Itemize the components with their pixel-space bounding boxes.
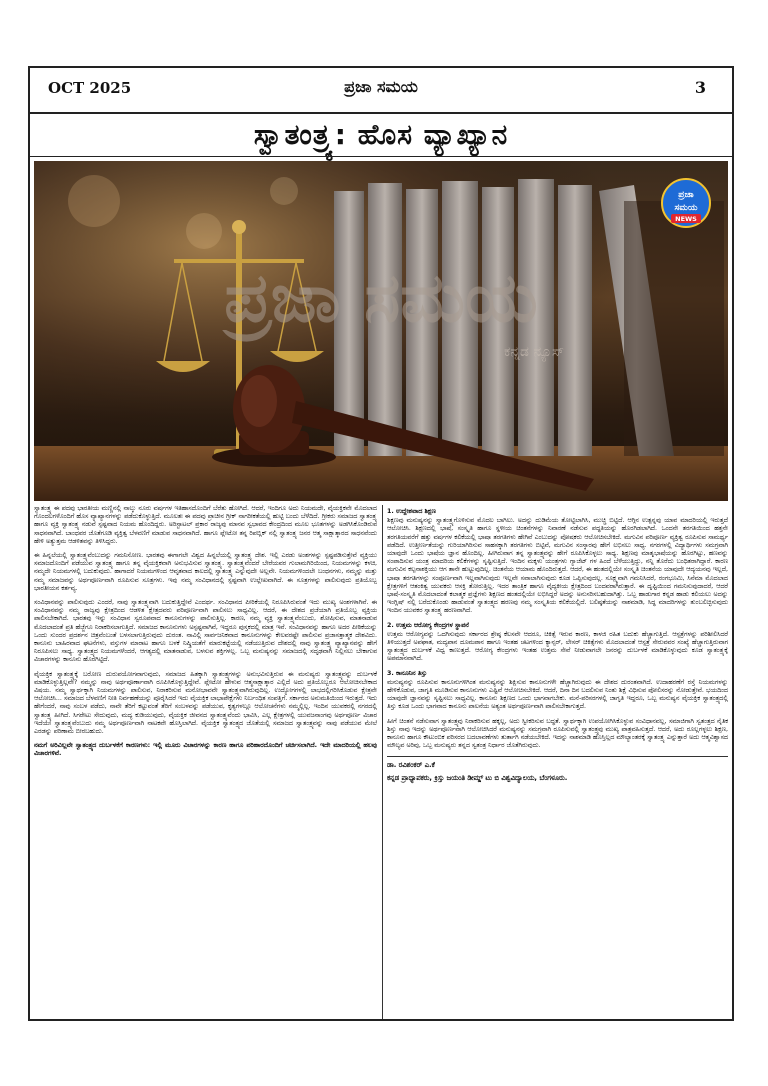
article-body [34, 505, 728, 1019]
section-heading: 3. ಕಾನೂನಿನ ತಿಸ್ತು [387, 669, 427, 677]
logo-tag: NEWS [675, 215, 697, 223]
article-headline: ಸ್ವಾತಂತ್ರ್ಯ: ಹೊಸ ವ್ಯಾಖ್ಯಾನ [253, 118, 509, 151]
conclusion-paragraph: ಹೀಗೆ ಚಿಂತನೆ ನಡೆಸುವಾಗ ಸ್ವಾತಂತ್ರ್ಯವು ನಿರಾಕರಿಸುವ ಹಕ್ಕಲ್ಲ, ಅದು ಸ್ವೀಕರಿಸುವ ಬದ್ಧತೆ. ಸ್ವಾರ್ಥಕ್ಕಾಗಿ ಉಪಯೋಗಿಸಿಕೊಳ್ಳುವ ಸಂವಿಧಾನವಲ್ಲ, ಸಮಾಜಿಗಾಗಿ ಸ್ವತಂತ್ರದ ನೈತಿಕ ಶಿಸ್ತು ನಾವು ಇದನ್ನು ಅರ್ಥಪೂರ್ಣವಾಗಿ ಆಲೋಚಿಸಿದರೆ ಮನುಷ್ಯನನ್ನು ಸಮಗ್ರವಾಗಿ ರೂಪಿಸುವಲ್ಲಿ ಸ್ವಾತಂತ್ರ್ಯವು ಮುಖ್ಯ ಪಾತ್ರವಹಿಸುತ್ತದೆ. ಆದರೆ, ಅದು ರೂಲ್ಲಗಳ್ಳಲು ಶಿಕ್ಷಣ, ಕಾನೂನು ಹಾಗೂ ಕೌಟುಂಬಿಕ ಪರಿಸರದ ಬದಲಾವಣೆಗಳು ತುರ್ತಾಗಿ ನಡೆಯಬೇಕಿದೆ. ಇದನ್ನು ನಾಶಮಾಡಿ ಹೊಸ್ತಿಲ್ಲದ ಮೌಲ್ಯಾಂತರಕ್ಕೆ ಸ್ವಾತಂತ್ರ್ಯ ಎನ್ನುತ್ತಾರೆ ಅದು ಆತ್ಮವಿಶ್ವಾಸದ ಮೌಲ್ಯವ ಅರಿವು, ಒಬ್ಬ ಮನುಷ್ಯರು ತನ್ನದ ಸ್ವತಂತ್ರ ನಿರ್ಧಾರ ಜೊತೆಗಿರುವುದು. [387, 717, 728, 750]
masthead [30, 68, 732, 112]
paragraph: ವೈಯಕ್ತಿಕ ಸ್ವಾತಂತ್ರ್ಯಕ್ಕೆ ಬರೋಣ ದುರುಪಯೋಗವಾಗುವುದು, ಸಮಾಜದ ಹಿತಕ್ಕಾಗಿ ಸ್ವಾತಂತ್ರ್ಯಗಳನ್ನು ಅನುಭವಿಸುತ್ತಿರುವ ಈ ಮನುಷ್ಯರು ಸ್ವಾತಂತ್ರ್ಯವನ್ನು ದುರ್ಬಳಕೆ ಮಾಡಿಕೊಳ್ಳುತ್ತಿಲ್ಲವೇ? ನಮ್ಮನ್ನು ನಾವು ಅರ್ಥಪೂರ್ಣಾವಾಗಿ ರೂಪಿಸಿಕೊಳ್ಳುತ್ತಿದ್ದೇವೆ. ಪ್ಲೇಟೋ ಹೇಳುವ ಆತ್ಮಸಾಕ್ಷಾತ್ಕಾರ ಎಲ್ಲಿದೆ ಅದು ಪ್ರತಿಯೊಬ್ಬರೂ ಆಲೋಚಿಸಬೇಕಾದ ವಿಷಯ. ನಮ್ಮ ಸ್ವಾರ್ಥಕ್ಕಾಗಿ ನಿಯಮಗಳನ್ನು ಪಾಲಿಸುವ, ನಿರಾಕರಿಸುವ ಮನೋಭಾವವೇ ಸ್ವಾತಂತ್ರ್ಯವಾಗಿರುವುದಿಲ್ಲ. ಉದ್ಯೋಗಗಳಲ್ಲಿ ಲಾಭದಲ್ಲಿಗರಿಸಿಕೊಡುವ ಕ್ಷೇತ್ರವೇ ಆಲೋಚಿಸಿ... ಸಮಾಜದ ಬೆಳವಣಿಗೆ ನೀತಿ ನಿರ್ವಹಣೆಯನ್ನು ಪೂರೈಸಿದರೆ ಇದು ವೈಯಕ್ತಿಕ ಲಾಭಾಪೇಕ್ಷೆಗಳು ನಿರ್ಬಂಧಿತ ಸಂಪತ್ತಿಗೆ. ಸರ್ಕಾರದ ಅನುಮತಿಯಿಂದ ಇರುತ್ತದೆ. ಇದು ಹೇಗೆಂದರೆ, ನಾವು ಸಂಬಳ ಪಡೆದು, ನಾವೇ ತೆರಿಗೆ ಕಟ್ಟುವಂತೆ ತೆರಿಗೆ ಸಂಬಳವನ್ನು ಪಡೆಯುವ, ಕೃತ್ಯಗಳಲ್ಲೂ ಆಲೋಚನೆಗಳು ನಮ್ಮಲ್ಲಿಲ್ಲ. ಇಂದಿನ ಯುವಕರಲ್ಲಿ ನಗರದಲ್ಲಿ ಸ್ವಾತಂತ್ರ್ಯ ಹೀಗಿದೆ. ಸಿಗರೇಟು ಸೇದುವುದು, ಮದ್ಯ ಕುಡಿಯುವುದು, ವೈಯಕ್ತಿಕ ಜೀವನದ ಸ್ವಾತಂತ್ರ್ಯವೆಂದು ಭಾವಿಸಿ, ಎಲ್ಲ ಕ್ಷೇತ್ರಗಳಲ್ಲಿ ಯುವಜನಾಂಗವು ಅರ್ಥಪೂರ್ಣ ವಿಚಾರ ಇದೆಯೇ ಸ್ವಾತಂತ್ರ್ಯವೆಂಬುದು ನಮ್ಮ ಅರ್ಥಪೂರ್ಣವಾಗಿ ನಾಟಕವೇ ಹೊಸ್ತಿಲಾಗಿದೆ. ವೈಯಕ್ತಿಕ ಸ್ವಾತಂತ್ರ್ಯದ ಜೊತೆಯಲ್ಲಿ ಸಮಾಜದ ಸ್ವಾತಂತ್ರ್ಯವನ್ನು ನಾವು ಪಡೆಯುವ ಮೇಲೆ ಎರಡನ್ನು ಪರಿಣಾಮ ಬೀರಬಹುದು. [34, 670, 377, 736]
left-column [34, 505, 377, 1019]
author-name: ಡಾ. ರವಿಶಂಕರ್ ಎ.ಕೆ [387, 761, 435, 770]
section-heading: 2. ಉತ್ತಮ ಆರೋಗ್ಯ ಕೇಂದ್ರಗಳ ಸ್ಥಾಪನೆ [387, 621, 469, 629]
byline-rule [387, 756, 728, 757]
paper-name: ಪ್ರಜಾ ಸಮಯ [344, 77, 418, 96]
paragraph: ಉತ್ತಮ ಆರೋಗ್ಯವನ್ನು ಒದಗಿಸುವುದು ಸರ್ಕಾರದ ಶ್ರೇಷ್ಠ ಕೆಲಸವೇ ಆದರೂ, ಚಿಕಿತ್ಸೆ ಇರುವ ಕಾರಣ, ಕಾಳಜಿ ರಹಿತ ಬದುಕು ಹೆಚ್ಚಾಗುತ್ತಿದೆ. ಆಸ್ಪತ್ರೆಗಳನ್ನು ಪರಿಶೀಲಿಸಿದರೆ ತಿಳಿಯುತ್ತದೆ ಅಪಘಾತ, ಮದ್ಯಪಾನ ದೂಮಪಾನ ಹಾಗೂ ಇಂತಹ ಚಟಗಳಿಂದ ಕ್ಯಾನ್ಸರ್, ಲೇಸರ್ ಚಿಕಿತ್ಸೆಗಳು ಮೊದಲಾದಂತೆ ಆಸ್ಪತ್ರೆ ಸೇರುವವರ ಸಂಖ್ಯೆ ಹೆಚ್ಚಾಗುತ್ತಿರುವಾಗ ಸ್ವಾತಂತ್ರ್ಯದ ದುರ್ಬಳಕೆ ವಿಧ್ವ ಕಾಣುತ್ತದೆ. ಆರೋಗ್ಯ ಕೇಂದ್ರಗಳು ಇಂತಹ ಉತ್ತಮ ಸೇವೆ ನೀಡುವಾಗಲೇ ಜನರನ್ನು ದುರ್ಬಳಕೆ ಮಾಡಿಕೊಳ್ಳುವುದು ಕೂಡ ಸ್ವಾತಂತ್ರ್ಯಕ್ಕೆ ಅಪಮಾನವಾಗಿದೆ. [387, 630, 728, 663]
headline-rule [30, 156, 732, 157]
section-heading: 1. ಉದ್ದೇಶವಾದ ಶಿಕ್ಷಣ [387, 508, 436, 515]
paragraph: ಸಂವಿಧಾನವನ್ನು ಪಾಲಿಸುವುದು ಎಂದರೆ, ನಾವು ಸ್ವಾತಂತ್ರ್ಯವಾಗಿ ಬದುಕುತ್ತಿದ್ದೇವೆ ಎಂದರ್ಥ. ಸಂವಿಧಾನದ ಪೀಠಿಕೆಯಲ್ಲಿ ನಿರೂಪಿಸಿರುವಂತೆ ಇದು ಮುಖ್ಯ ಅಂಶಗಳಾಗಿವೆ. ಈ ಸಂವಿಧಾನವನ್ನು ನಮ್ಮ ರಾಜ್ಯವು ಕ್ಷೇತ್ರದಿಂದ ಆಡಳಿತ ಕ್ಷೇತ್ರದವರು ಪರಿಪೂರ್ಣವಾಗಿ ಪಾಲಿಸಲು ಸಾಧ್ಯವಿಲ್ಲ. ಆದರೆ, ಈ ದೇಶದ ಪ್ರಜೆಯಾಗಿ ಪ್ರತಿಯೊಬ್ಬ ವ್ಯಕ್ತಿಯ ಪಾಲಿಸಬೇಕಾಗಿದೆ. ಭಾರತವು ಇನ್ನು ಸಂವಿಧಾನ ಸ್ವರೂಪವಾದ ಕಾನೂನುಗಳನ್ನು ಪಾಲಿಸುತ್ತಿಲ್ಲ. ಕಾರಣ, ನಮ್ಮ ವ್ಯಕ್ತಿ ಸ್ವಾತಂತ್ರ್ಯವೆಂಬುದು, ಶೋಷಿಸುವ, ಮಾತನಾಡುವ ಮೊದಲಾದಂತೆ ಪ್ರತಿ ಹೆಜ್ಜೆಗೂ ನಿರಾಕರಿಸಲಾಗುತ್ತಿದೆ. ಸಮಾಜದ ಕಾನೂನುಗಳು ಅಸ್ಪಷ್ಟವಾಗಿವೆ, ಇದ್ದರೂ ಪುಸ್ತಕದಲ್ಲಿ ಮಾತ್ರ ಇವೆ. ಸಂವಿಧಾನವನ್ನು ಹಾಗೂ ಅದರ ಪೀಠಿಕೆಯನ್ನು ಒಂದು ಸುಂದರ ಪ್ರದರ್ಶನ ಚಿತ್ರವೆಂಬಂತೆ ಬಳಸಲಾಗುತ್ತಿರುವುದು ದುರಂತ. ನಾವಿಲ್ಲಿ ಸಾರ್ವಜನಿಕವಾದ ಕಾನೂನುಗಳನ್ನು ಕೇಲವರಷ್ಟೇ ಪಾಲಿಸುವ ಪ್ರಜಾಸತ್ತಾತ್ಮಕ ದೇಶವಿದು. ಕಾನೂನು ಬಾಹಿರವಾದ ಘಟನೆಗಳು, ವಸ್ತುಗಳ ಮಾರಾಟ ಹಾಗೂ ಬಳಕೆ ನಿಷ್ಕ್ರಿಯತೆಗೆ ಮಾರುಕಟ್ಟೆಯಲ್ಲಿ ನಡೆಯುತ್ತಿರುವ ದೇಶದಲ್ಲಿ ನಾವು ಸ್ವಾತಂತ್ರ್ಯ ವ್ಯಾಖ್ಯಾನವನ್ನು ಹೇಗೆ ನಿರೂಪಿಸಲು ಸಾಧ್ಯ. ಸ್ವಾತಂತ್ರ್ಯದ ನಿಯಮಗಳೆಂದರೆ, ಆಗತ್ಯದಲ್ಲಿ ಮಾತನಾಡುವ, ಬಳಸುವ ಶಕ್ತಿಗಳಲ್ಲ. ಒಬ್ಬ ಮನುಷ್ಯನನ್ನು ಸಮಾಜದಲ್ಲಿ ಸದೃಢವಾಗಿ ನಿಲ್ಲಿಸಲು ಬೇಕಾಗುವ ವಿಚಾರಗಳನ್ನು ಕಾನೂನು ಹೊರಗಿಟ್ಟಿದೆ. [34, 599, 377, 664]
issue-date: OCT 2025 [48, 79, 132, 97]
article-photo [34, 161, 728, 501]
logo-bottom-text: ಸಮಯ [674, 203, 698, 213]
photo-watermark-sub: ಕನ್ನಡ ನ್ಯೂಸ್ [504, 344, 564, 360]
paragraph: ಈ ಹಿನ್ನಲೆಯಲ್ಲಿ ಸ್ವಾತಂತ್ರ್ಯವೆಂಬುದನ್ನು ಗಮನಿಸೋಣ. ಭಾರತವು ಈಗಾಗಲೇ ವಿಶ್ವದ ಹಿನ್ನಲೆಯಲ್ಲಿ ಸ್ವಾತಂತ್ರ್ಯ ದೇಶ. ಇಲ್ಲಿ ಎರಡು ಅಂಶಗಳನ್ನು ಸ್ಪಷ್ಟಪಡಿಸುತ್ತೇವೆ ವ್ಯಕ್ತಿಯು ಸಮಾಜದೊಂದಿಗೆ ಪಡೆಯುವ ಸ್ವಾತಂತ್ರ್ಯ ಹಾಗೂ ತನ್ನ ವೈಯಕ್ತಿಕವಾಗಿ ಅನುಭವಿಸುವ ಸ್ವಾತಂತ್ರ್ಯ. ಸ್ವಾತಂತ್ರ್ಯವೆಂದರೆ ಬೇರೆಯವರ ಗುಲಾಮಗಿರಿಯಿಂದ, ನಿಯಮಗಳನ್ನು ಕಳಚಿ, ನಮ್ಮದೇ ನಿಯಮಗಳಲ್ಲಿ ಬದುಕುವುದು. ಹಾಗಾದರೆ ನಿಯಮಗಳಿಂದ ಆವೃತವಾದ ಕಾಲದಲ್ಲಿ ಸ್ವಾತಂತ್ರ್ಯ ಎನ್ನುವುದೇ ಅಲ್ಲವೇ. ನಿಯಮಗಳಿಂದಲೇ ಬಂಧನಗಳು, ನಮ್ಮನ್ನು ಮತ್ತು ನಮ್ಮ ಸಮಾಜವನ್ನು ಅರ್ಥಪೂರ್ಣವಾಗಿ ರೂಪಿಸುವ ಸೂತ್ರಗಳು. ಇವು ನಮ್ಮ ಸಂವಿಧಾನದಲ್ಲಿ ಸ್ಪಷ್ಟವಾಗಿ ಉಲ್ಲೇಖವಾಗಿದೆ. ಈ ಸೂತ್ರಗಳನ್ನು ಪಾಲಿಸುವುದು ಪ್ರತಿಯೊಬ್ಬ ಭಾರತೀಯನ ಕರ್ತವ್ಯ. [34, 552, 377, 592]
closing-note: ನಮಗೆ ಅರಿವಿಲ್ಲವೇ ಸ್ವಾತಂತ್ರ್ಯದ ದುರ್ಬಳಕೆಗೆ ಕಾರಣಗಳು: ಇಲ್ಲಿ ಮೂರು ವಿಚಾರಗಳನ್ನು ಕಾರಣ ಹಾಗೂ ಪರಿಹಾರದೊಂದಿಗೆ ಚರ್ಚಿಸಲಾಗಿದೆ. ಇದೇ ಮಾದರಿಯಲ್ಲಿ ಹಲವು ವಿಚಾರಗಳಿವೆ. [34, 742, 377, 758]
justice-illustration [34, 161, 728, 501]
news-logo [662, 179, 710, 227]
paragraph: ಸ್ವಾತಂತ್ರ್ಯ ಈ ಪದವು ಭಾರತೀಯ ಮಣ್ಣಿನಲ್ಲಿ ನಾಲ್ಕು ನೂರು ವರ್ಷಗಳ ಇತಿಹಾಸದೊಂದಿಗೆ ಬೆರೆತು ಹೋಗಿದೆ. ಆದರೆ, ಇಂದಿಗೂ ಅದು ನಿಯಮದೇ, ವೈಯಕ್ತಿಕವೇ ಮೊದಲಾದ ಗೊಂದಲಗಳೊಂದಿಗೆ ಹೊಸ ವ್ಯಾಖ್ಯಾನಗಳನ್ನು ಪಡೆದುಕೊಳ್ಳುತ್ತಿದೆ. ಮೂಲತಃ ಈ ಪದವು ಪ್ರಾಚೀನ ಗ್ರೀಕ್ ನಾಗರೀಕತೆಯಲ್ಲಿ ಹುಟ್ಟಿ ಬಂದು ಬೆಳೆದಿದೆ. ಗ್ರೀಕರು ಸಮಾಜದ ಸ್ವಾತಂತ್ರ್ಯ ಹಾಗೂ ವ್ಯಕ್ತಿ ಸ್ವಾತಂತ್ರ್ಯ ನಡುವೆ ಸ್ಪಷ್ಟವಾದ ನಿಯಮ ಹೊಂದಿದ್ದರು. ಅರಿಸ್ಟಾಟಲ್ ಪ್ರಕಾರ ರಾಜ್ಯವು ಮಾನವ ಸ್ವಭಾವದ ಕೇಂದ್ರದಿಂದ ಮೂಲ ಭೂತಗಳನ್ನು ಅಡಗಿಸಿಕೊಂಡಿರುವ ಸಾಧನವಾಗಿದೆ. ಬಾಂಧವರ ಜೊತೆಗೂಡಿ ವ್ಯಕ್ತಿತ್ವ ಬೆಳವಣಿಗೆ ಮಾಡುವ ಸಾಧನವಾಗಿದೆ. ಹಾಗೂ ಪ್ಲೇಟೋ ತನ್ನ ರಿಪಬ್ಲಿಕ್ ನಲ್ಲಿ ಸ್ವಾತಂತ್ರ್ಯ ಜನರ ಆತ್ಮ ಸಾಕ್ಷಾತ್ಕಾರದ ಸಾಧನವೆಂದು ಹೇಳಿ ಅತ್ಯುತ್ತಮ ಆಡಳಿತವನ್ನು ತಿಳಿಸಿದ್ದರು. [34, 505, 377, 545]
logo-top-text: ಪ್ರಜಾ [678, 190, 694, 200]
page-number: 3 [694, 78, 706, 97]
paragraph: ಶಿಕ್ಷಣವು ಮನುಷ್ಯನನ್ನು ಸ್ವಾತಂತ್ರ್ಯಗೊಳಿಸುವ ಮೊದಲ ಬಾಗಿಲು. ಅದನ್ನು ದುಡಿಮೆಯ ತೋಟ್ಟಿಲಾಗಿಸಿ, ಮುಚ್ಚಿ ಬಿಟ್ಟಿದೆ. ಆಗ್ಗಿನ ಉತ್ಪನ್ನವು ಯಾವ ಮಾದರಿಯಲ್ಲಿ ಇರುತ್ತದೆ ಆಲೋಚಿಸಿ. ಶಿಕ್ಷಣದಲ್ಲಿ ಭಾಷೆ, ಸಂಸ್ಕೃತಿ ಹಾಗೂ ಸ್ಥಳೀಯ ಚಿಂತನೆಗಳನ್ನು ನಿವಾರಣೆ ನಡೆಸುವ ಪದ್ಧತಿಯನ್ನು ಹೊರಗಿಡಲಾಗಿದೆ. ಒಂದನೇ ತರಗತಿಯಿಂದ ಹತ್ತನೇ ತರಗತಿಯವರೆಗೆ ಹತ್ತು ವರ್ಷಗಳ ಕಲಿಕೆಯಲ್ಲಿ ಭಾಷಾ ತರಗತಿಗಳು ಹೇಗಿವೆ ಎಂಬುದನ್ನು ಪೋಷಕರು ಆಲೋಚಿಸಬೇಕಿದೆ. ಮಗುವಿನ ಪರಿಪೂರ್ಣ ವ್ಯಕ್ತಿತ್ವ ರೂಪಿಸುವ ಸಾಮರ್ಥ್ಯ ಪಡೆದಿದೆ. ಉತ್ತೀರ್ಣತೆಯನ್ನು ಗುರಿಯಾಗಿರಿಸುವ ಸಾಹಸಕ್ಕಾಗಿ ತರಗತಿಗಳು ಬಿಟ್ಟಿವೆ, ಮಗುವಿನ ಸಂಸ್ಕಾರವು ಹೇಗೆ ಲಭಿಸಲು ಸಾಧ್ಯ. ನಗರಗಳಲ್ಲಿ ವಿದ್ಯಾರ್ಥಿಗಳು ಸಮಗ್ರವಾಗಿ ಯಾವುದೇ ಒಂದು ಭಾಷೆಯ ಜ್ಞಾನ ಹೊಂದಿಲ್ಲ. ಹೀಗಿರುವಾಗ ತನ್ನ ಸ್ವಾತಂತ್ರ್ಯವನ್ನು ಹೇಗೆ ರೂಪಿಸಿಕೊಳ್ಳಲು ಸಾಧ್ಯ. ಶಿಕ್ಷಣವು ಮಾತೃಭಾಷೆಯನ್ನು ಹೊರಗಿಟ್ಟು, ಹಣವನ್ನು ಸಂಪಾದಿಸುವ ಯಂತ್ರ ಮಾದರಿಯ ಕಲಿಕೆಗಳನ್ನು ಸೃಷ್ಟಿಸುತ್ತಿದೆ. ಇಂದಿನ ಮಕ್ಕಳು ಯಂತ್ರಗಳು ಗ್ಯಾಜೆಟ್ ಗಳ ಹಿಂದೆ ಬೆಳೆಯುತ್ತಿದ್ದು, ನನ್ನಿ ತೊರೆದು ಬಂಧಿತರಾಗಿದ್ದಾರೆ. ಕಾರಣ ಮಗುವಿನ ಕಲ್ಪನಾಶಕ್ತಿಯು ಆಗ ತಾನೇ ಹುಟ್ಟುವುದಿಲ್ಲ. ಚಿಂತನೆಯ ಆಯಾಮ ಹೊಂದಿರುತ್ತದೆ. ಆದರೆ, ಈ ಹಂತದಲ್ಲಿಯೇ ಸಂಸ್ಕೃತಿ ಚಿಂತನೆಯ ಯಾವುದೇ ಆದ್ಯಯನವು ಇಲ್ಲದೆ, ಭಾಷಾ ತರಗತಿಗಳನ್ನು ಸಂಪೂರ್ಣವಾಗಿ ಇಲ್ಲವಾಗಿಸುವುದು ಇಲ್ಲವೇ ಸವಾಲಾಗಿಸುವುದು ಕೂಡ ಒಪ್ಪಿಸುವುದಲ್ಲ. ಸೂಕ್ಷ್ಮವಾಗಿ ಗಮನಿಸಿದರೆ, ರಂಗಭೂಮಿ, ಸಿನೆಮಾ ಮೊದಲಾದ ಕ್ಷೇತ್ರಗಳಿಗೆ ಆತಂಕಿತ್ವ ಯುವಕರು ಆಸಕ್ತಿ ತೋರುತ್ತಿಲ್ಲ. ಇದರ ತಾಂತ್ರಿಕ ಹಾಗೂ ವೈದ್ಯಕೀಯ ಕ್ಷೇತ್ರದಿಂದ ಬಂದವರಾಗಿರುತ್ತಾರೆ. ಈ ದೃಷ್ಟಿಯಿಂದ ಗಮನಿಸುವುದಾದರೆ, ಆದರೆ ಭಾಷೆ-ಸಂಸ್ಕೃತಿ ಮೊದಲಾದಂತೆ ಕಲಾತ್ಮಕ ಪ್ರಜ್ಞೆಗಳು ಶಿಕ್ಷಣದ ಹಂತದಲ್ಲಿಯೇ ಲಭಿಸಿದ್ದರೆ ಅದನ್ನು ಅನುಸರಿಸಬಹುದಾಗಿತ್ತು. ಒಬ್ಬ ಹಾಡುಗಾರ ಕನ್ನಡ ಹಾಡು ಕಲಿಯಲು ಅದನ್ನು ಇಂಗ್ಲಿಷ್ ನಲ್ಲಿ ಬರೆದುಕೊಂಡು ಹಾಡುವಂತೆ ಸ್ವಾತಂತ್ರ್ಯದ ಹರಣವು ನಮ್ಮ ಸಂಸ್ಕೃತಿಯ ಕಲಿಕೆಯಲ್ಲಿದೆ. ಬಲಿಷ್ಠತೆಯನ್ನು ನಾಶಮಾಡಿ, ಸಿದ್ಧ ಮಾದರಿಗಳನ್ನು ತುಂಬಲಿಚ್ಛಿಸುವುದು ಇಂದಿನ ಯುವಕರ ಸ್ವಾತಂತ್ರ್ಯ ಹರಣವಾಗಿದೆ. [387, 517, 728, 615]
photo-watermark: ಪ್ರಜಾ ಸಮಯ [224, 259, 538, 338]
right-column [387, 505, 728, 1019]
paragraph: ಮನುಷ್ಯನನ್ನು ರೂಪಿಸುವ ಕಾನೂನುಗಳಿಗಿಂತ ಮನುಷ್ಯನನ್ನು ಶಿಕ್ಷಿಸುವ ಕಾನೂನುಗಳೇ ಹೆಚ್ಚಾಗಿರುವುದು ಈ ದೇಶದ ದುರಂತವಾಗಿದೆ. ಉದಾಹರಣೆಗೆ ರಸ್ತೆ ನಿಯಮಗಳನ್ನು ಹೇಳಿಕೊಡುವ, ಜಾಗೃತಿ ಮೂಡಿಸುವ ಕಾನೂನುಗಳು ಎಷ್ಟಿವೆ ಆಲೋಚಿಸಬೇಕಿದೆ. ಆದರೆ, ದಿನಾ ದಿನ ಬದಲಿಸುವ ನಿಂತು ಶಿಕ್ಷೆ ವಿಧಿಸುವ ಪೋಲಿಸರನ್ನು ನೋಡುತ್ತೇವೆ. ಭಯದಿಂದ ಯಾವುದೇ ಜ್ಞಾನವನ್ನು ಸೃಷ್ಟಿಸಲು ಸಾಧ್ಯವಿಲ್ಲ. ಕಾನೂನು ಶಿಕ್ಷಣದ ಒಂದು ಭಾಗವಾಗಬೇಕು. ಮನೆ-ಪರಿಸರಗಳಲ್ಲಿ ಜಾಗೃತಿ ಇದ್ದರೂ, ಒಬ್ಬ ಮನುಷ್ಯನ ವೈಯಕ್ತಿಕ ಸ್ವಾತಂತ್ರ್ಯದಲ್ಲಿ ತಿಸ್ತು ಕೂಡ ಒಂದು ಭಾಗವಾದ ಕಾನೂನು ಪಾಲನೆಯ ಅತ್ಯಂತ ಅರ್ಥಪೂರ್ಣವಾಗಿ ಪಾಲಿಸಬೇಕಾಗುತ್ತದೆ. [387, 678, 728, 711]
author-affiliation: ಕನ್ನಡ ಪ್ರಾಧ್ಯಾಪಕರು, ಕ್ರಿಸ್ತು ಜಯಂತಿ ಡೀಮ್ಡ್ ಟು ಬಿ ವಿಶ್ವವಿದ್ಯಾಲಯ, ಬೆಂಗಳೂರು. [387, 773, 568, 782]
page-frame [28, 66, 734, 1021]
column-divider [382, 505, 383, 1019]
